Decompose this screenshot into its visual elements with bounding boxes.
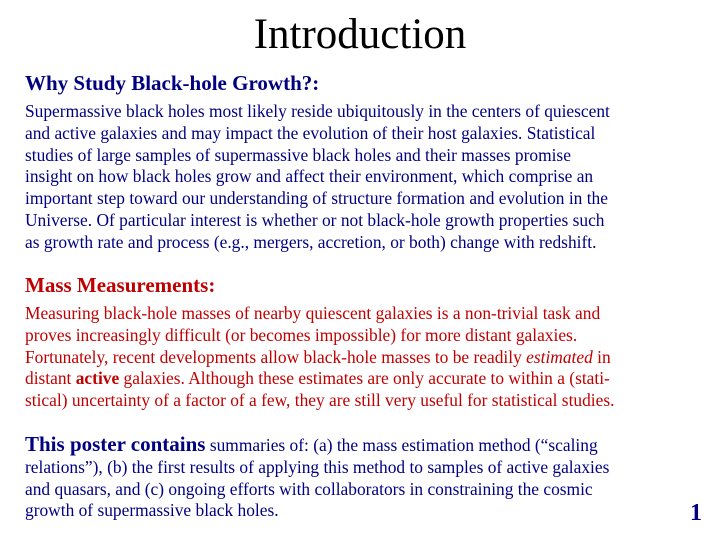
why-study-paragraph bbox=[25, 101, 705, 254]
paragraph-line: stical) uncertainty of a factor of a few, they are still very useful for statistical studies. bbox=[25, 390, 615, 411]
paragraph-line: and quasars, and (c) ongoing efforts with collaborators in constraining the cosmic bbox=[25, 478, 593, 499]
paragraph-line bbox=[25, 434, 705, 457]
paragraph-line bbox=[25, 368, 705, 390]
paragraph-line: relations”), (b) the first results of applying this method to samples of active galaxies bbox=[25, 456, 610, 477]
poster-contains-paragraph bbox=[25, 434, 705, 522]
paragraph-line bbox=[25, 347, 705, 369]
paragraph-line: Supermassive black holes most likely reside ubiquitously in the centers of quiescent bbox=[25, 101, 610, 121]
text-segment: galaxies. Although these estimates are only accurate to within a (stati- bbox=[119, 368, 610, 389]
paragraph-line: proves increasingly difficult (or becomes impossible) for more distant galaxies. bbox=[25, 324, 578, 345]
text-segment: Fortunately, recent developments allow black-hole masses to be readily bbox=[25, 346, 527, 367]
paragraph-line: Universe. Of particular interest is whether or not black-hole growth properties such bbox=[25, 209, 605, 230]
text-segment: in bbox=[592, 346, 611, 367]
paragraph-line: growth of supermassive black holes. bbox=[25, 500, 279, 521]
section-heading-why-study: Why Study Black-hole Growth?: bbox=[25, 71, 320, 95]
page-title: Introduction bbox=[253, 11, 467, 58]
text-segment: summaries of: (a) the mass estimation method (“scaling bbox=[205, 435, 598, 455]
paragraph-line: and active galaxies and may impact the evolution of their host galaxies. Statistical bbox=[25, 122, 596, 143]
text-segment: distant bbox=[25, 368, 76, 389]
emphasis-active: active bbox=[75, 368, 120, 389]
paragraph-line: important step toward our understanding of structure formation and evolution in the bbox=[25, 188, 608, 209]
paragraph-line: Measuring black-hole masses of nearby quiescent galaxies is a non-trivial task and bbox=[25, 303, 601, 323]
page-number: 1 bbox=[690, 500, 702, 526]
paragraph-line: studies of large samples of supermassive black holes and their masses promise bbox=[25, 144, 571, 165]
poster-contains-heading: This poster contains bbox=[25, 432, 206, 456]
section-heading-mass-measurements: Mass Measurements: bbox=[25, 273, 216, 297]
emphasis-estimated: estimated bbox=[526, 346, 593, 367]
paragraph-line: insight on how black holes grow and affect their environment, which comprise an bbox=[25, 166, 594, 187]
mass-measurements-paragraph bbox=[25, 303, 705, 412]
paragraph-line: as growth rate and process (e.g., mergers, accretion, or both) change with redshift. bbox=[25, 231, 597, 252]
